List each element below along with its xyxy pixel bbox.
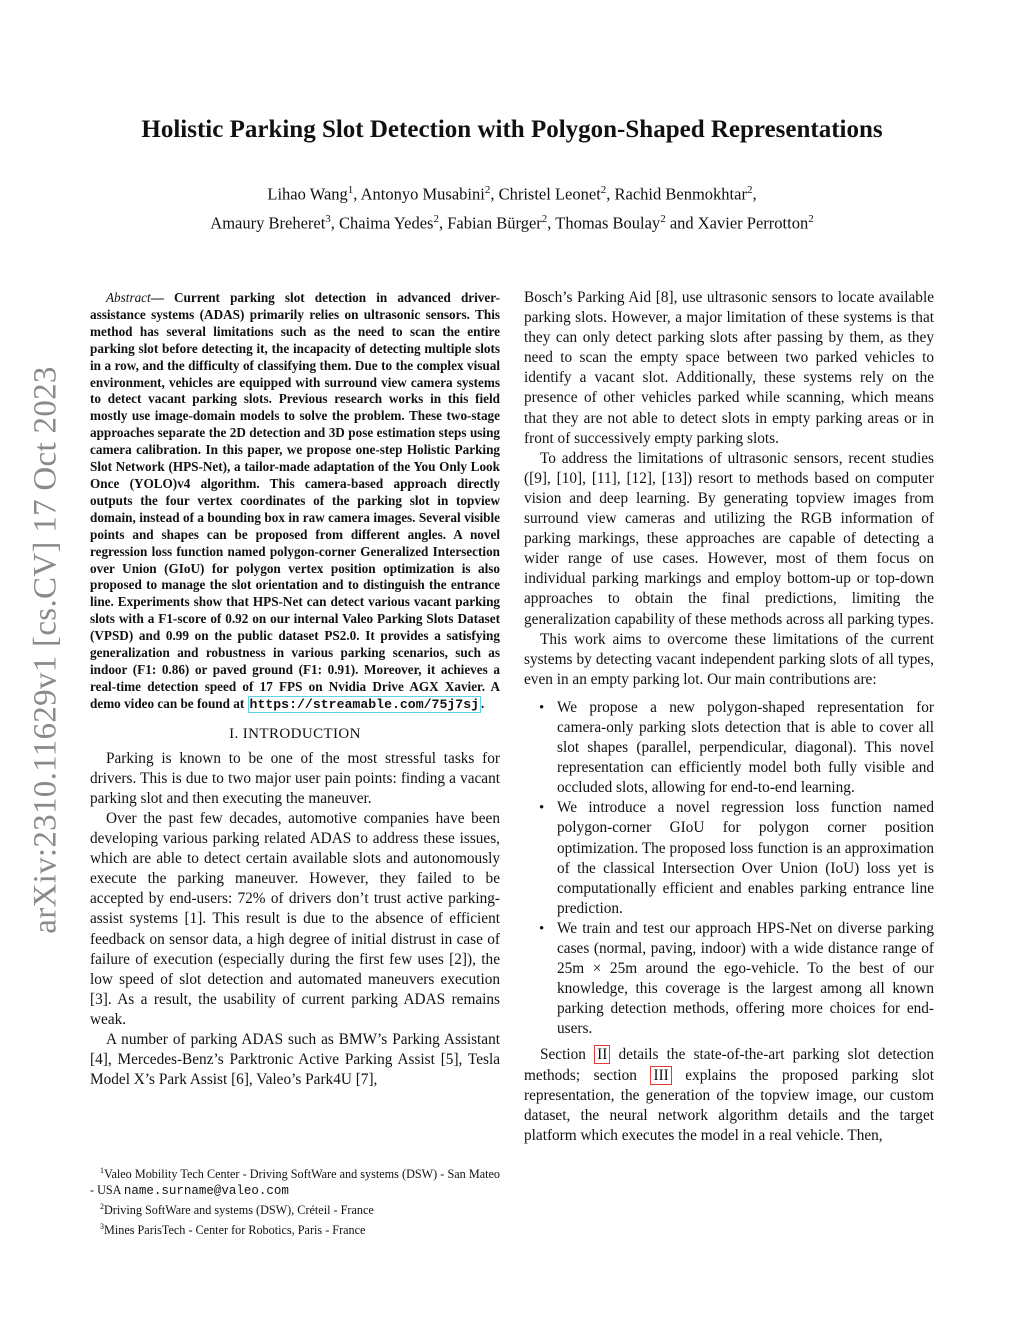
paragraph: Bosch’s Parking Aid [8], use ultrasonic sensors to locate available parking slots. However, a major limitation of these systems is that they can only detect parking slots after passing by them, as they need to scan the empty space between two parked vehicles to identify a vacant slot. Additionally, these systems rely on the presence of other vehicles parked while scanning, which means that they are not able to detect slots in empty parking areas or in front of successively empty parking slots. xyxy=(524,289,934,447)
section-heading-introduction: I. INTRODUCTION xyxy=(229,725,361,742)
footnote-text: Mines ParisTech - Center for Robotics, Paris - France xyxy=(104,1222,366,1237)
author-affiliation: 2 xyxy=(541,212,548,225)
author-name: Lihao Wang xyxy=(267,184,348,204)
left-column xyxy=(90,290,500,1090)
paper-title: Holistic Parking Slot Detection with Polygon-Shaped Representations xyxy=(141,116,883,143)
author-separator: and xyxy=(665,213,698,232)
author-separator: , xyxy=(606,184,615,204)
author-name: Antonyo Musabini xyxy=(360,184,485,204)
list-item: • We introduce a novel regression loss function named polygon-corner GIoU for polygon corner position optimization. The proposed loss function is an approximation of the classical Intersection Over Union (IoU) loss yet is computationally efficient and enables parking entrance line prediction. xyxy=(557,798,934,919)
paragraph-text: details the state-of-the-art parking slot detection methods; section xyxy=(524,1046,934,1084)
footnote-mark: 1 xyxy=(100,1166,104,1175)
paragraph-text: explains the proposed parking slot representation, the generation of the topview image, our custom dataset, the neural network algorithm details and the target platform which executes the model in a real vehicle. Then, xyxy=(524,1066,934,1144)
author-line-1 xyxy=(0,178,1024,207)
author-separator: , xyxy=(547,213,556,232)
paragraph: To address the limitations of ultrasonic sensors, recent studies ([9], [10], [11], [12], [13]) resort to methods based on computer vision and deep learning. By generating topview images from surround view cameras and utilizing the RGB information of parking markings, these approaches are capable of detecting a wider range of use cases. However, most of them focus on individual parking markings and employ bottom-up or top-down approaches to obtain the final predictions, limiting the generalization capability of these methods across all parking types. xyxy=(524,449,934,628)
paragraph: A number of parking ADAS such as BMW’s Parking Assistant [4], Mercedes-Benz’s Parktronic Active Parking Assist [5], Tesla Model X’s Park Assist [6], Valeo’s Park4U [7], xyxy=(90,1030,500,1089)
author-affiliation: 2 xyxy=(660,212,666,225)
abstract-end: . xyxy=(481,695,485,711)
author-separator: , xyxy=(752,184,757,204)
footnote-text: Valeo Mobility Tech Center - Driving SoftWare and systems (DSW) - San Mateo - USA xyxy=(90,1167,500,1197)
author-name: Rachid Benmokhtar xyxy=(614,184,747,204)
arxiv-identifier-text: arXiv:2310.11629v1 [cs.CV] 17 Oct 2023 xyxy=(27,366,64,934)
footnote-email: name.surname@valeo.com xyxy=(123,1183,289,1198)
author-list xyxy=(0,178,1024,235)
footnote xyxy=(90,1199,500,1219)
author-separator: , xyxy=(353,184,361,204)
footnote-text: Driving SoftWare and systems (DSW), Créteil - France xyxy=(104,1203,374,1218)
author-name: Thomas Boulay xyxy=(555,213,661,232)
footnote-mark: 2 xyxy=(100,1202,104,1212)
author-affiliation: 2 xyxy=(600,184,607,196)
abstract-text: Current parking slot detection in advanced driver-assistance systems (ADAS) primarily relies on ultrasonic sensors. This method has several limitations such as the need to scan the entire parking slot before detecting it, the incapacity of detecting multiple slots in a row, and the difficulty of classifying them. Due to the complex visual environment, vehicles are equipped with surround view camera systems to detect vacant parking slots. Previous research works in this field mostly use image-domain models to solve the problem. These two-stage approaches separate the 2D detection and 3D pose estimation steps using camera calibration. In this paper, we propose one-step Holistic Parking Slot Network (HPS-Net), a tailor-made adaptation of the You Only Look Once (YOLO)v4 algorithm. This camera-based approach directly outputs the four vertex coordinates of the parking slot in topview domain, instead of a bounding box in raw camera images. Several visible points and shapes can be proposed from different angles. A novel regression loss function named polygon-corner Generalized Intersection over Union (GIoU) for polygon vertex position optimization is also proposed to manage the slot orientation and to distinguish the entrance line. Experiments show that HPS-Net can detect various vacant parking slots with a F1-score of 0.92 on our internal Valeo Parking Slots Dataset (VPSD) and 0.99 on the public dataset PS2.0. It provides a satisfying generalization and robustness in various parking scenarios, such as indoor (F1: 0.86) or paved ground (F1: 0.91). Moreover, it achieves a real-time detection speed of 17 FPS on Nvidia Drive AGX Xavier. A demo video can be found at xyxy=(90,290,500,711)
footnote xyxy=(90,1219,500,1239)
paragraph: Parking is known to be one of the most stressful tasks for drivers. This is due to two major user pain points: finding a vacant parking slot and then executing the maneuver. xyxy=(90,749,500,807)
author-name: Chaima Yedes xyxy=(339,213,434,232)
author-name: Xavier Perrotton xyxy=(697,213,809,232)
demo-video-link[interactable]: https://streamable.com/75j7sj xyxy=(249,696,480,712)
paragraph: This work aims to overcome these limitations of the current systems by detecting vacant independent parking slots of all types, even in an empty parking lot. Our main contributions are: xyxy=(524,630,934,688)
footnote-mark: 3 xyxy=(100,1221,104,1231)
paragraph-text: Section xyxy=(540,1046,595,1064)
abstract xyxy=(90,290,500,714)
author-affiliation: 2 xyxy=(746,184,753,196)
arxiv-identifier xyxy=(24,350,68,950)
paragraph: Over the past few decades, automotive companies have been developing various parking related ADAS to address these issues, which are able to detect certain available slots and autonomously execute the parking maneuver. However, they failed to be accepted by end-users: 72% of drivers don’t trust active parking-assist systems [1]. This result is due to the absence of efficient feedback on sensor data, a high degree of initial distrust in case of failure of execution (especially during the first few uses [2]), the low speed of slot detection and automated maneuvers execution [3]. As a result, the usability of current parking ADAS remains weak. xyxy=(90,809,500,1028)
author-separator: , xyxy=(330,213,340,232)
author-affiliation: 1 xyxy=(347,184,354,196)
author-line-2 xyxy=(0,207,1024,236)
author-affiliation: 2 xyxy=(433,212,439,225)
section-ref-link[interactable]: III xyxy=(650,1066,671,1085)
list-item: • We propose a new polygon-shaped representation for camera-only parking slots detection that is able to cover all slot shapes (parallel, perpendicular, diagonal). This novel representation can efficiently model both fully visible and occluded slots, allowing for end-to-end learning. xyxy=(557,698,934,798)
author-affiliation: 3 xyxy=(325,212,331,225)
author-separator: , xyxy=(438,213,448,232)
contributions-list xyxy=(524,698,934,1040)
author-name: Amaury Breheret xyxy=(210,213,326,232)
list-item: • We train and test our approach HPS-Net on diverse parking cases (normal, paving, indoor) with a wide distance range of 25m × 25m around the ego-vehicle. To the best of our knowledge, this coverage is the largest among all known parking detection methods, offering more choices for end-users. xyxy=(557,919,934,1040)
abstract-label: Abstract xyxy=(106,290,151,305)
footnotes xyxy=(90,1163,500,1239)
paragraph xyxy=(524,1045,934,1145)
section-ref-link[interactable]: II xyxy=(594,1045,610,1064)
author-name: Fabian Bürger xyxy=(447,213,542,232)
abstract-dash: — xyxy=(150,290,175,305)
right-column xyxy=(524,288,934,1146)
author-separator: , xyxy=(490,184,499,204)
author-name: Christel Leonet xyxy=(498,184,601,204)
author-affiliation: 2 xyxy=(484,184,491,196)
footnote xyxy=(90,1163,500,1199)
author-affiliation: 2 xyxy=(808,212,814,225)
